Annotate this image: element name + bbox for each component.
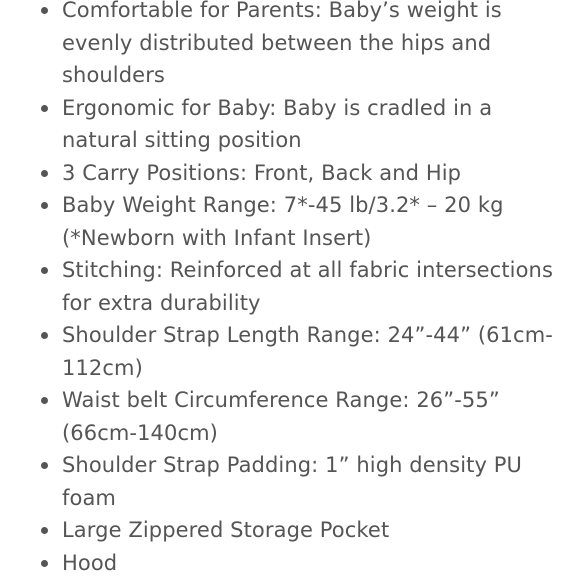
bullet-icon <box>41 462 48 469</box>
list-item <box>0 254 580 319</box>
feature-text: Hood <box>62 550 118 575</box>
feature-text: Ergonomic for Baby: Baby is cradled in a natural sitting position <box>62 95 493 152</box>
feature-text: Shoulder Strap Padding: 1” high density PU foam <box>62 453 523 510</box>
bullet-icon <box>41 105 48 112</box>
feature-text: Shoulder Strap Length Range: 24”-44” (61cm-112cm) <box>62 323 553 380</box>
list-item <box>0 514 580 547</box>
feature-text: Comfortable for Parents: Baby’s weight is evenly distributed between the hips and shoulders <box>62 0 502 87</box>
list-item <box>0 189 580 254</box>
feature-text: Baby Weight Range: 7*-45 lb/3.2* – 20 kg (*Newborn with Infant Insert) <box>62 193 504 250</box>
bullet-icon <box>41 170 48 177</box>
list-item <box>0 449 580 514</box>
list-item <box>0 319 580 384</box>
bullet-icon <box>41 527 48 534</box>
bullet-icon <box>41 267 48 274</box>
bullet-icon <box>41 332 48 339</box>
feature-text: Stitching: Reinforced at all fabric intersections for extra durability <box>62 258 553 315</box>
feature-text: Large Zippered Storage Pocket <box>62 518 390 542</box>
bullet-icon <box>41 397 48 404</box>
list-item <box>0 547 580 580</box>
list-item <box>0 92 580 157</box>
list-item <box>0 0 580 92</box>
bullet-icon <box>41 202 48 209</box>
feature-text: Waist belt Circumference Range: 26”-55” (66cm-140cm) <box>62 388 500 445</box>
bullet-icon <box>41 7 48 14</box>
feature-text: 3 Carry Positions: Front, Back and Hip <box>62 160 462 185</box>
list-item <box>0 384 580 449</box>
bullet-icon <box>41 560 48 567</box>
list-item <box>0 157 580 190</box>
